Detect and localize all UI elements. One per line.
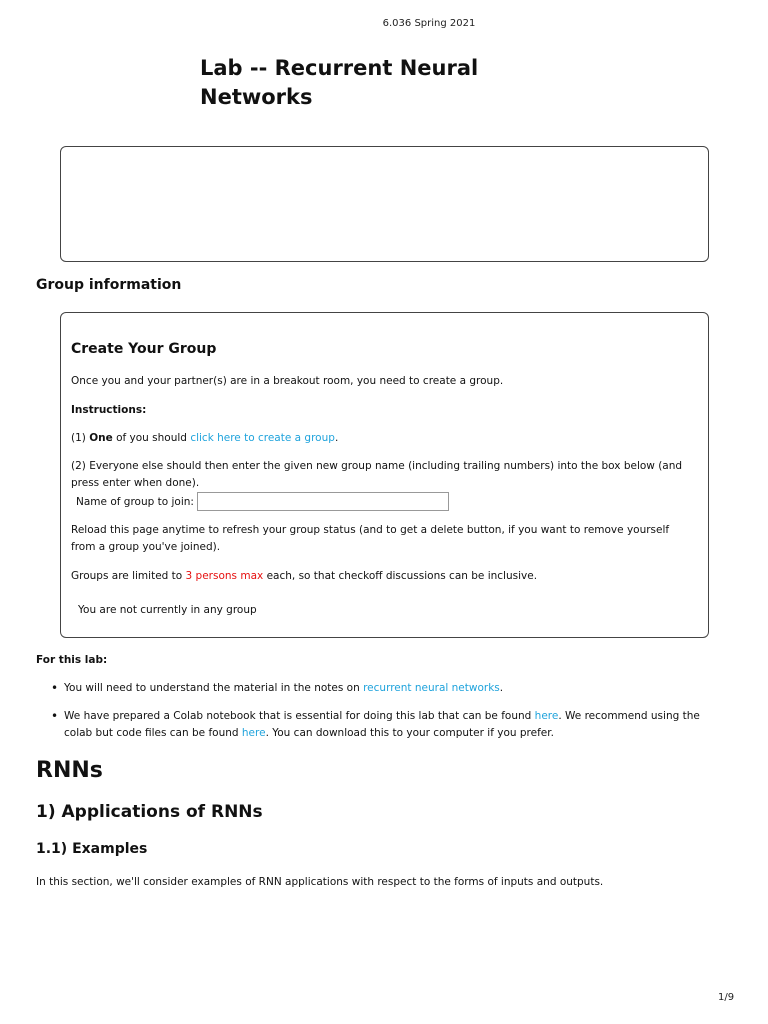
create-group-panel [60,312,709,638]
rnn-notes-link[interactable]: recurrent neural networks [363,682,500,694]
step-two-text: (2) Everyone else should then enter the given new group name (including trailing numbers) into the box below (and press enter when done). [71,460,683,489]
limit-prefix: Groups are limited to [71,570,186,582]
empty-content-box [60,146,709,262]
group-status: You are not currently in any group [78,604,257,616]
group-info-heading: Group information [36,277,182,293]
bullet-one-suffix: . [499,682,504,694]
limit-highlight: 3 persons max [185,570,264,582]
step-one-text [71,430,691,447]
bullet-two-suffix: . You can download this to your computer if you prefer. [265,727,554,739]
heading-applications: 1) Applications of RNNs [36,802,263,822]
limit-suffix: each, so that checkoff discussions can be inclusive. [263,570,538,582]
bullet-two-prefix: We have prepared a Colab notebook that is essential for doing this lab that can be found [64,710,535,722]
step-one-middle: of you should [112,432,191,444]
heading-rnns: RNNs [36,758,103,783]
bullet-one-prefix: You will need to understand the material in the notes on [64,682,364,694]
join-group-input[interactable] [197,492,449,511]
group-intro-text: Once you and your partner(s) are in a breakout room, you need to create a group. [71,375,504,387]
for-this-lab-label: For this lab: [36,654,108,666]
create-group-title: Create Your Group [71,341,217,357]
group-limit-text [71,568,691,585]
course-header: 6.036 Spring 2021 [382,18,476,29]
reload-note: Reload this page anytime to refresh your group status (and to get a delete button, if you want to remove yourself from a group you've joined). [71,524,670,553]
instructions-label-text: Instructions: [71,404,147,416]
heading-examples: 1.1) Examples [36,841,148,857]
page-title: Lab -- Recurrent Neural Networks [200,56,479,109]
code-files-link[interactable]: here [241,727,266,739]
step-one-bold: One [89,432,113,444]
page-number: 1/9 [718,992,735,1003]
create-group-link[interactable]: click here to create a group [190,432,335,444]
lab-info-list [64,680,719,753]
list-item [64,680,719,697]
join-group-label: Name of group to join: [76,495,194,508]
instructions-label [71,402,691,419]
step-one-suffix: . [334,432,339,444]
join-group-row [76,492,449,511]
list-item [64,708,719,742]
bullet-two-middle: . We recommend using the colab but code files can be found [64,710,700,739]
step-one-prefix: (1) [71,432,90,444]
colab-link[interactable]: here [534,710,559,722]
examples-paragraph: In this section, we'll consider examples of RNN applications with respect to the forms of inputs and outputs. [36,876,604,888]
